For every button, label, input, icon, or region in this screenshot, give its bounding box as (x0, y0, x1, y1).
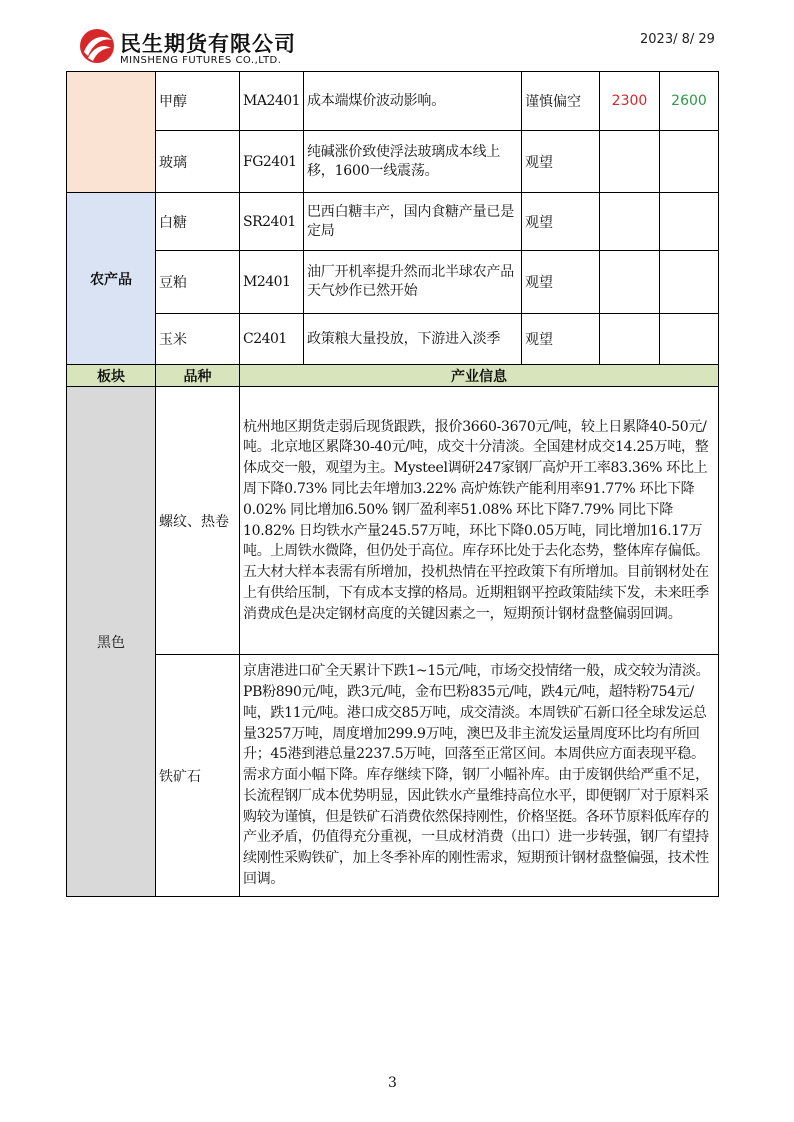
table-row (67, 655, 719, 897)
contract-code-cell: SR2401 (240, 193, 304, 251)
header-variety: 品种 (156, 365, 240, 387)
variety-cell: 玉米 (156, 314, 240, 365)
table-row (67, 387, 719, 655)
contract-code-cell: FG2401 (240, 131, 304, 193)
price-low-cell (600, 131, 660, 193)
table-row (67, 72, 719, 131)
price-high-cell (660, 131, 719, 193)
header-sector: 板块 (67, 365, 156, 387)
variety-cell: 铁矿石 (156, 655, 240, 897)
price-high-cell: 2600 (660, 72, 719, 131)
company-name-en: MINSHENG FUTURES CO.,LTD. (120, 55, 282, 66)
price-high-cell (660, 251, 719, 314)
variety-cell: 豆粕 (156, 251, 240, 314)
info-cell: 纯碱涨价致使浮法玻璃成本线上移，1600一线震荡。 (304, 131, 522, 193)
company-name-cn: 民生期货有限公司 (120, 32, 296, 56)
price-high-cell (660, 193, 719, 251)
energy-sector-cell (67, 72, 156, 193)
variety-cell: 白糖 (156, 193, 240, 251)
table-row (67, 251, 719, 314)
industry-info-paragraph: 杭州地区期货走弱后现货跟跌，报价3660-3670元/吨，较上日累降40-50元/吨。北京地区累降30-40元/吨，成交十分清淡。全国建材成交14.25万吨，整体成交一般，观望为主。Mysteel调研247家钢厂高炉开工率83.36% 环比上周下降0.73% 同比去年增加3.22% 高炉炼铁产能利用率91.77% 环比下降0.02% 同比增加6.50% 钢厂盈利率51.08% 环比下降7.79% 同比下降10.82% 日均铁水产量245.57万吨，环比下降0.05万吨，同比增加16.17万吨。上周铁水微降，但仍处于高位。库存环比处于去化态势，整体库存偏低。五大材大样本表需有所增加，投机热情在平控政策下有所增加。目前钢材处在上有供给压制，下有成本支撑的格局。近期粗钢平控政策陆续下发，未来旺季消费成色是决定钢材高度的关键因素之一，短期预计钢材盘整偏弱回调。 (240, 387, 719, 655)
contract-code-cell: C2401 (240, 314, 304, 365)
recommendation-cell: 观望 (522, 314, 600, 365)
minsheng-logo-icon (78, 26, 116, 66)
recommendation-cell: 观望 (522, 251, 600, 314)
price-low-cell (600, 314, 660, 365)
recommendation-cell: 观望 (522, 131, 600, 193)
company-logo (78, 26, 318, 70)
price-low-cell: 2300 (600, 72, 660, 131)
black-sector-cell: 黑色 (67, 387, 156, 897)
contract-code-cell: M2401 (240, 251, 304, 314)
page-number: 3 (388, 1075, 397, 1091)
header-industry-info: 产业信息 (240, 365, 719, 387)
info-cell: 政策粮大量投放，下游进入淡季 (304, 314, 522, 365)
contract-code-cell: MA2401 (240, 72, 304, 131)
info-cell: 成本端煤价波动影响。 (304, 72, 522, 131)
table-row (67, 314, 719, 365)
variety-cell: 甲醇 (156, 72, 240, 131)
info-cell: 巴西白糖丰产，国内食糖产量已是定局 (304, 193, 522, 251)
industry-info-paragraph: 京唐港进口矿全天累计下跌1~15元/吨，市场交投情绪一般，成交较为清淡。PB粉890元/吨，跌3元/吨，金布巴粉835元/吨，跌4元/吨，超特粉754元/吨，跌11元/吨。港口成交85万吨，成交清淡。本周铁矿石新口径全球发运总量3257万吨，周度增加299.9万吨，澳巴及非主流发运量周度环比均有所回升；45港到港总量2237.5万吨，回落至正常区间。本周供应方面表现平稳。需求方面小幅下降。库存继续下降，钢厂小幅补库。由于废钢供给严重不足，长流程钢厂成本优势明显，因此铁水产量维持高位水平，即便钢厂对于原料采购较为谨慎，但是铁矿石消费依然保持刚性，价格坚挺。各环节原料低库存的产业矛盾，仍值得充分重视，一旦成材消费（出口）进一步转强，钢厂有望持续刚性采购铁矿，加上冬季补库的刚性需求，短期预计钢材盘整偏强，技术性回调。 (240, 655, 719, 897)
report-date: 2023/ 8/ 29 (640, 32, 715, 47)
variety-cell: 玻璃 (156, 131, 240, 193)
industry-header-row (67, 365, 719, 387)
table-row (67, 193, 719, 251)
price-low-cell (600, 251, 660, 314)
variety-cell: 螺纹、热卷 (156, 387, 240, 655)
recommendation-cell: 谨慎偏空 (522, 72, 600, 131)
price-low-cell (600, 193, 660, 251)
agri-sector-cell: 农产品 (67, 193, 156, 365)
recommendation-cell: 观望 (522, 193, 600, 251)
commodity-table (66, 71, 719, 897)
info-cell: 油厂开机率提升然而北半球农产品天气炒作已然开始 (304, 251, 522, 314)
price-high-cell (660, 314, 719, 365)
table-row (67, 131, 719, 193)
